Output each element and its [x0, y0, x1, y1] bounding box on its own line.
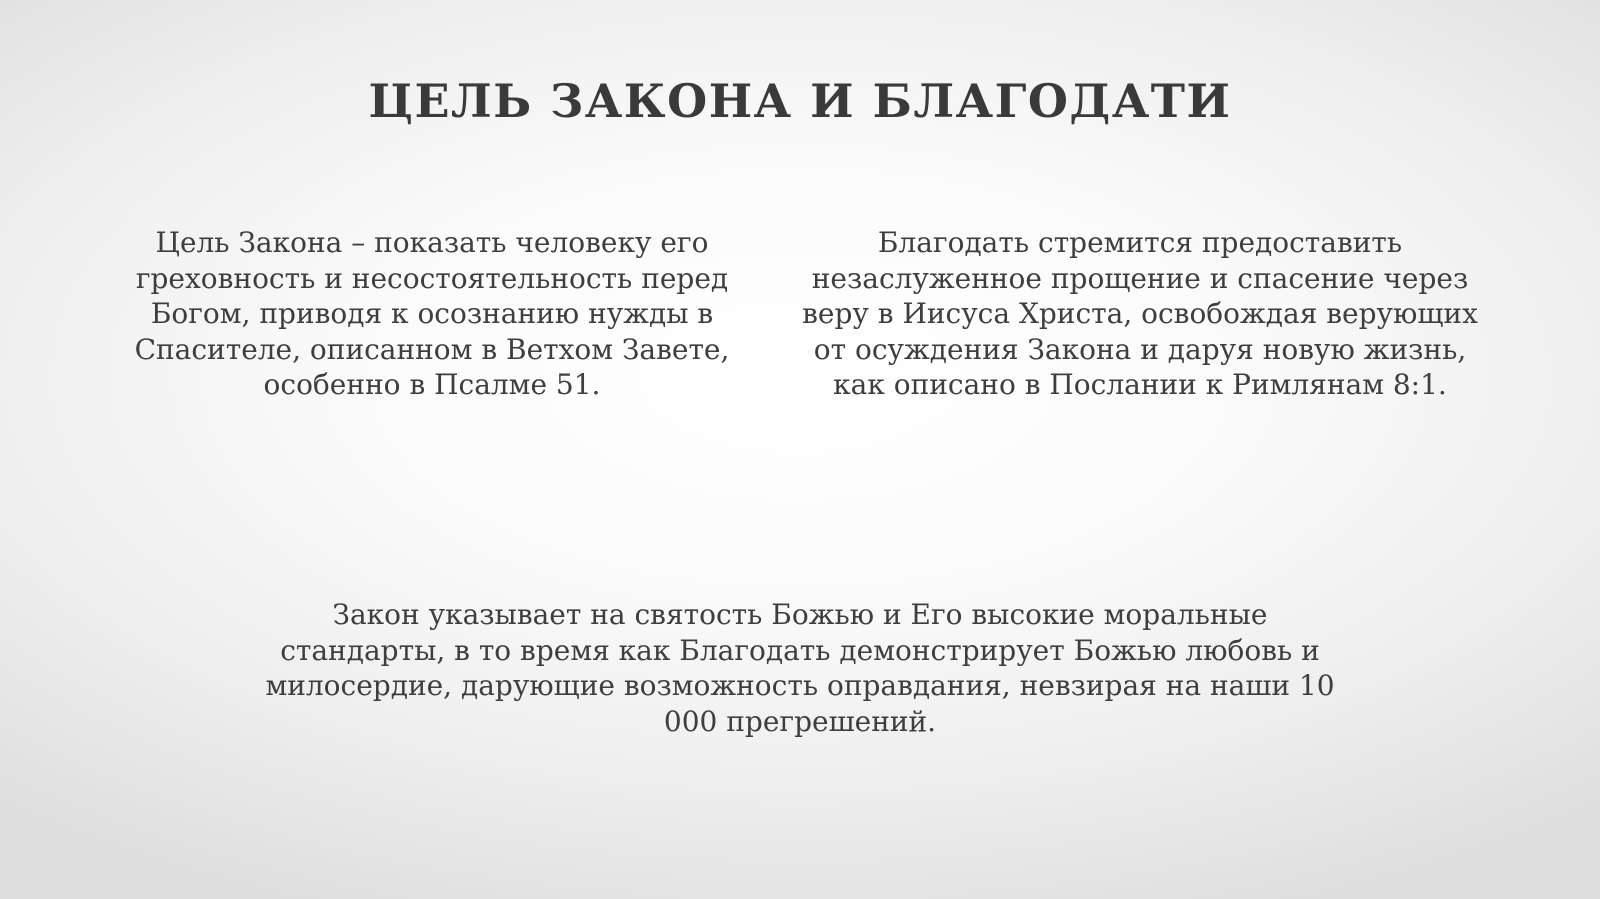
law-purpose-text: Цель Закона – показать человеку его греховность и несостоятельность перед Богом, приводя к осознанию нужды в Спасителе, описанном в Ветхом Завете, особенно в Псалме 51. — [134, 226, 730, 401]
law-grace-summary-text: Закон указывает на святость Божью и Его высокие моральные стандарты, в то время как Благодать демонстрирует Божью любовь и милосердие, дарующие возможность оправдания, невзирая на наши 10 000 прегрешений. — [265, 598, 1335, 738]
grace-purpose-text: Благодать стремится предоставить незаслуженное прощение и спасение через веру в Иисуса Христа, освобождая верующих от осуждения Закона и даруя новую жизнь, как описано в Послании к Римлянам 8:1. — [802, 226, 1478, 401]
slide-title: ЦЕЛЬ ЗАКОНА И БЛАГОДАТИ — [368, 74, 1232, 128]
